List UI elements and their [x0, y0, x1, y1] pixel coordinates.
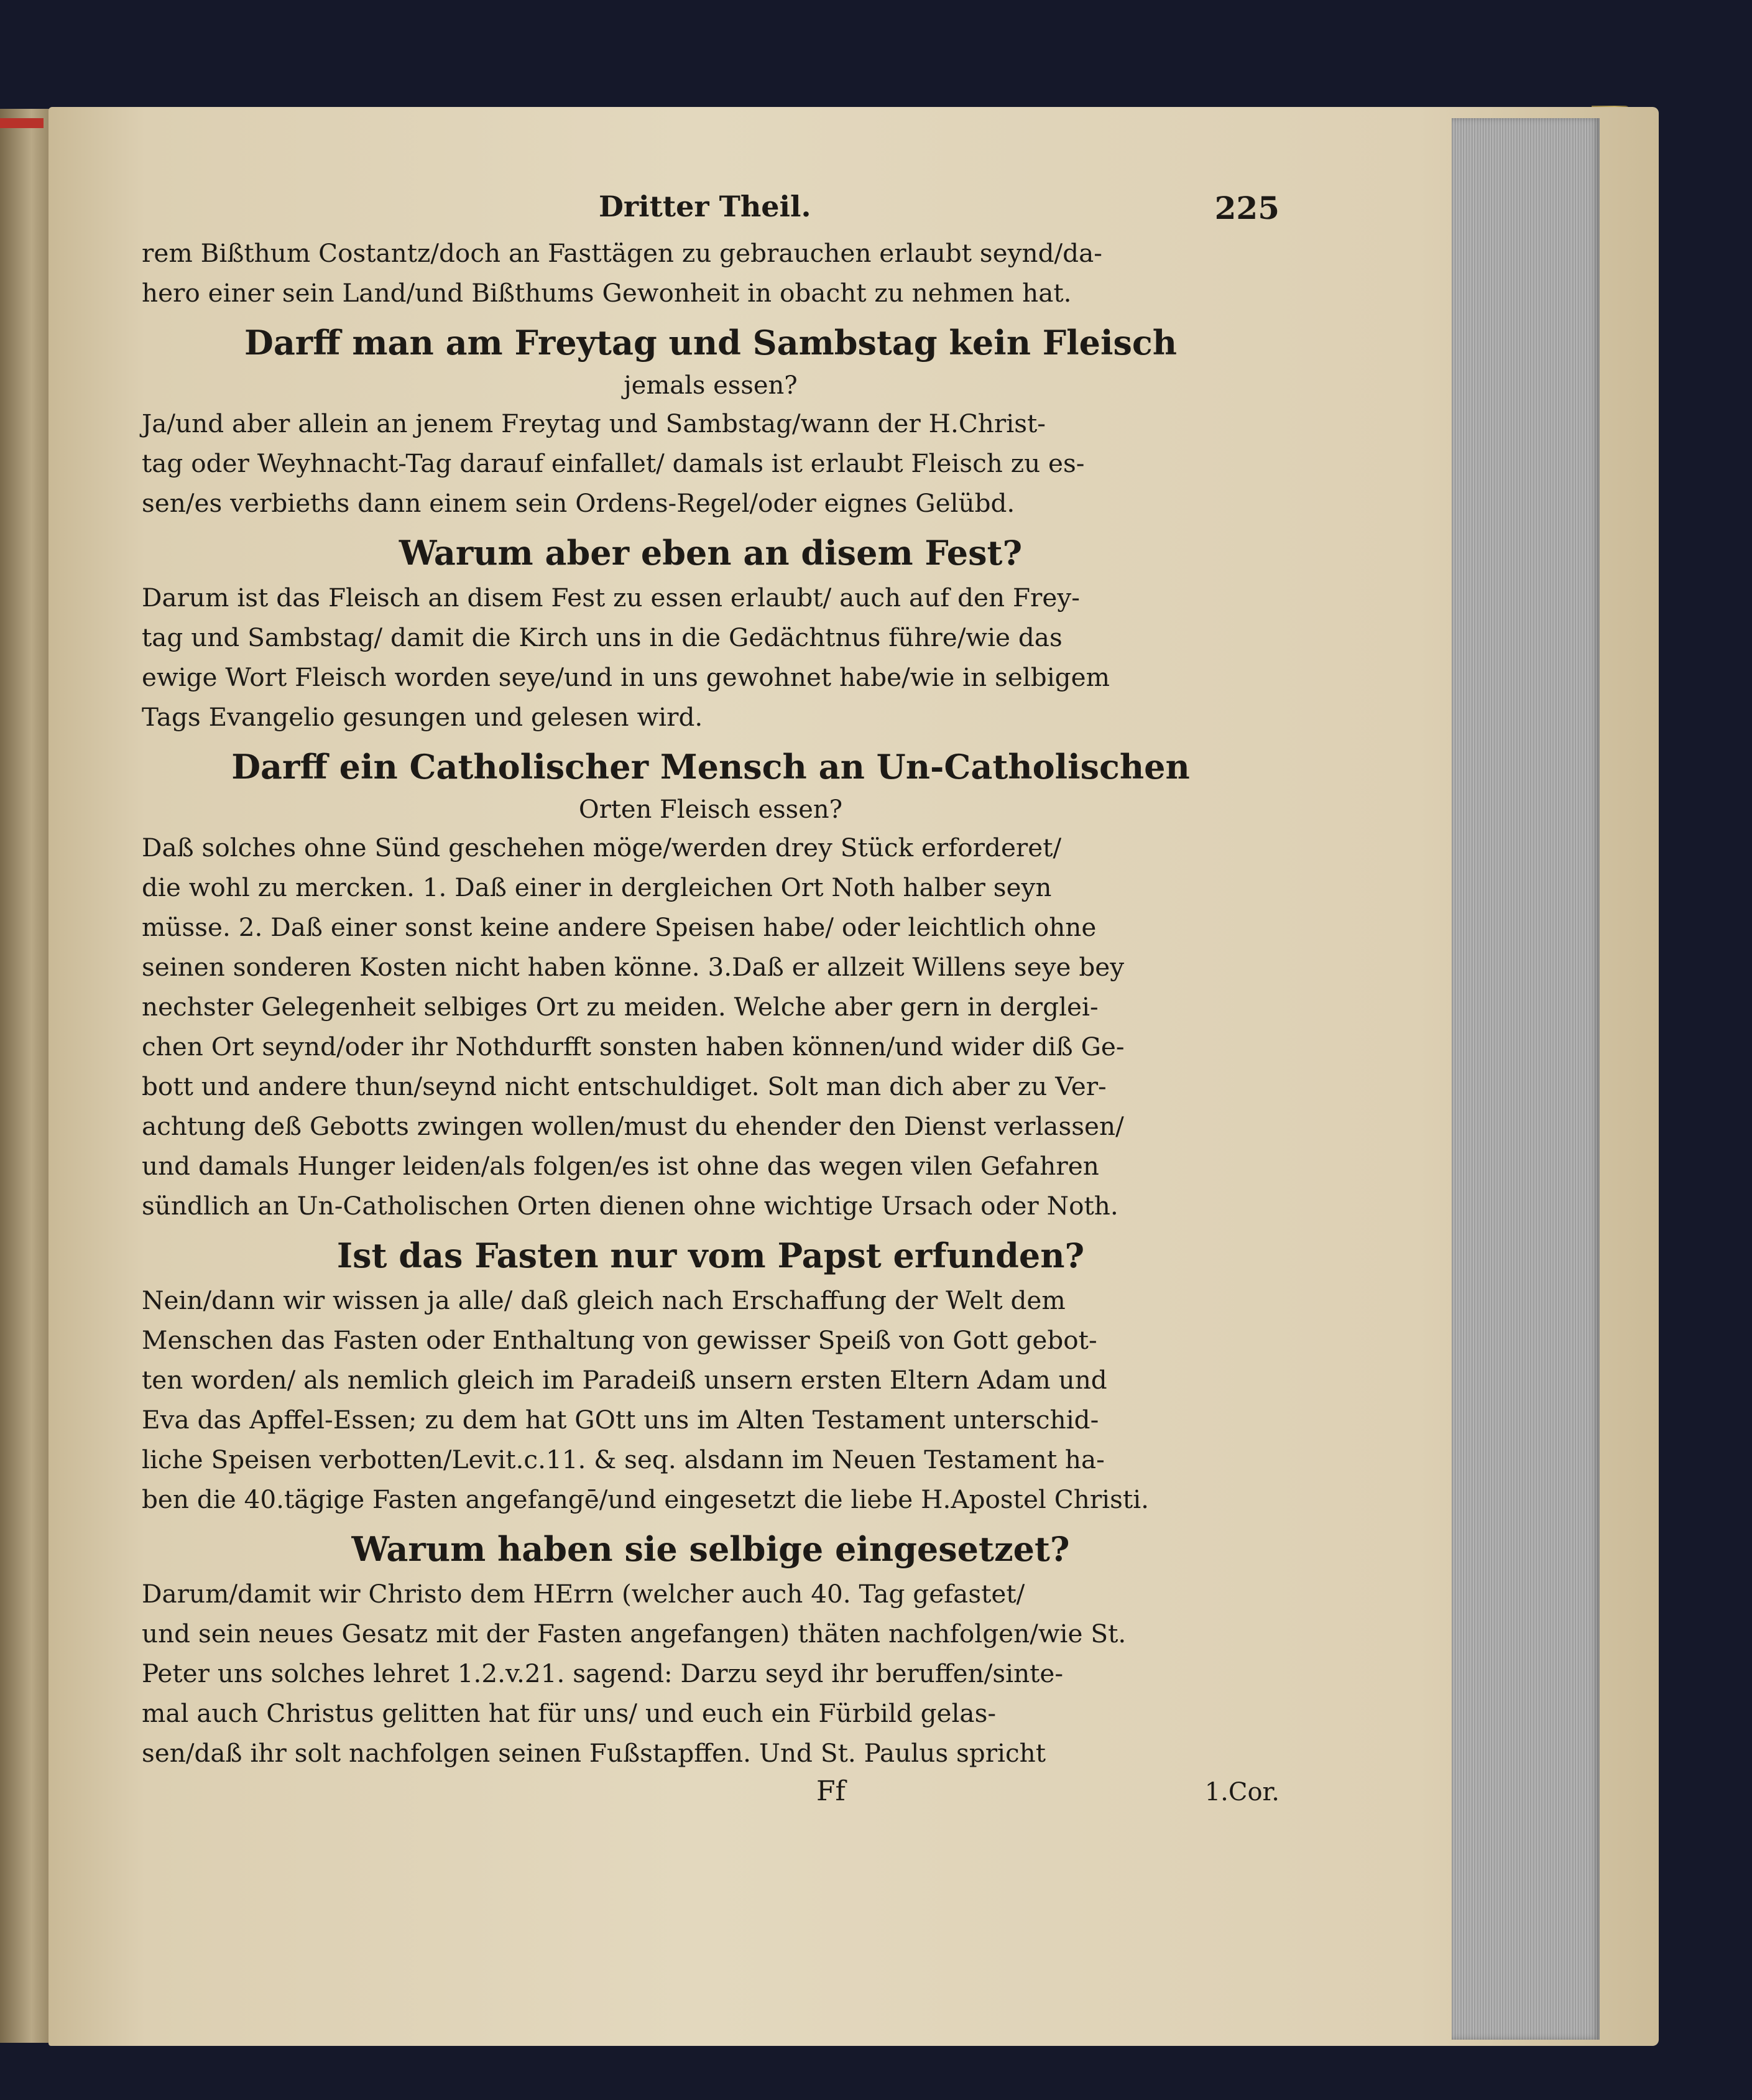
- text-line: Darum ist das Fleisch an disem Fest zu essen erlaubt/ auch auf den Frey-: [142, 583, 1080, 613]
- page-text: [142, 183, 1279, 1816]
- text-line: sen/daß ihr solt nachfolgen seinen Fußstapffen. Und St. Paulus spricht: [142, 1738, 1046, 1768]
- question-heading: Darff man am Freytag und Sambstag kein Fleisch: [244, 323, 1178, 363]
- catchword: 1.Cor.: [1204, 1778, 1279, 1806]
- text-line: die wohl zu mercken. 1. Daß einer in dergleichen Ort Noth halber seyn: [142, 872, 1052, 902]
- question-heading: Warum aber eben an disem Fest?: [399, 533, 1023, 573]
- question-heading-cont: jemals essen?: [624, 371, 798, 400]
- text-line: nechster Gelegenheit selbiges Ort zu meiden. Welche aber gern in derglei-: [142, 992, 1099, 1022]
- paragraph: [142, 578, 1279, 737]
- text-line: chen Ort seynd/oder ihr Nothdurfft sonsten haben können/und wider diß Ge-: [142, 1032, 1125, 1062]
- text-line: Darum/damit wir Christo dem HErrn (welcher auch 40. Tag gefastet/: [142, 1579, 1025, 1609]
- text-line: liche Speisen verbotten/Levit.c.11. & seq. alsdann im Neuen Testament ha-: [142, 1445, 1105, 1474]
- text-line: Eva das Apffel-Essen; zu dem hat GOtt uns im Alten Testament unterschid-: [142, 1405, 1099, 1435]
- question-heading: Darff ein Catholischer Mensch an Un-Catholischen: [231, 747, 1190, 787]
- page-footer: [142, 1773, 1279, 1816]
- text-line: ten worden/ als nemlich gleich im Paradeiß unsern ersten Eltern Adam und: [142, 1365, 1107, 1395]
- signature-mark: Ff: [816, 1775, 846, 1807]
- text-line: Tags Evangelio gesungen und gelesen wird.: [142, 702, 703, 732]
- bookmark-ribbon: [0, 118, 44, 128]
- text-line: achtung deß Gebotts zwingen wollen/must du ehender den Dienst verlassen/: [142, 1111, 1124, 1141]
- text-line: Peter uns solches lehret 1.2.v.21. sagend: Darzu seyd ihr beruffen/sinte-: [142, 1658, 1064, 1688]
- page-number: 225: [1214, 190, 1279, 226]
- text-line: mal auch Christus gelitten hat für uns/ und euch ein Fürbild gelas-: [142, 1698, 997, 1728]
- running-head: [142, 183, 1279, 233]
- text-line: Nein/dann wir wissen ja alle/ daß gleich nach Erschaffung der Welt dem: [142, 1285, 1066, 1315]
- text-line: tag oder Weyhnacht-Tag darauf einfallet/ damals ist erlaubt Fleisch zu es-: [142, 448, 1085, 478]
- text-line: seinen sonderen Kosten nicht haben könne. 3.Daß er allzeit Willens seye bey: [142, 952, 1125, 982]
- text-line: müsse. 2. Daß einer sonst keine andere Speisen habe/ oder leichtlich ohne: [142, 912, 1097, 942]
- text-line: ben die 40.tägige Fasten angefangē/und eingesetzt die liebe H.Apostel Christi.: [142, 1484, 1150, 1514]
- page-block-edges: [1452, 118, 1600, 2040]
- text-line: tag und Sambstag/ damit die Kirch uns in die Gedächtnus führe/wie das: [142, 622, 1063, 652]
- text-line: sen/es verbieths dann einem sein Ordens-Regel/oder eignes Gelübd.: [142, 488, 1015, 518]
- question-heading-cont: Orten Fleisch essen?: [578, 795, 843, 824]
- text-line: rem Bißthum Costantz/doch an Fasttägen zu gebrauchen erlaubt seynd/da-: [142, 238, 1102, 268]
- text-line: und damals Hunger leiden/als folgen/es ist ohne das wegen vilen Gefahren: [142, 1151, 1099, 1181]
- paragraph: [142, 1574, 1279, 1773]
- text-line: hero einer sein Land/und Bißthums Gewonheit in obacht zu nehmen hat.: [142, 278, 1072, 308]
- text-line: Ja/und aber allein an jenem Freytag und Sambstag/wann der H.Christ-: [142, 409, 1046, 438]
- text-line: Daß solches ohne Sünd geschehen möge/werden drey Stück erforderet/: [142, 833, 1062, 863]
- question-heading: Ist das Fasten nur vom Papst erfunden?: [336, 1236, 1085, 1275]
- question-heading: Warum haben sie selbige eingesetzet?: [351, 1529, 1070, 1569]
- text-line: sündlich an Un-Catholischen Orten dienen ohne wichtige Ursach oder Noth.: [142, 1191, 1118, 1221]
- text-line: ewige Wort Fleisch worden seye/und in uns gewohnet habe/wie in selbigem: [142, 662, 1110, 692]
- text-line: bott und andere thun/seynd nicht entschuldiget. Solt man dich aber zu Ver-: [142, 1071, 1107, 1101]
- paragraph: [142, 1280, 1279, 1519]
- paragraph: [142, 233, 1279, 313]
- paragraph: [142, 828, 1279, 1226]
- text-line: und sein neues Gesatz mit der Fasten angefangen) thäten nachfolgen/wie St.: [142, 1619, 1127, 1649]
- running-head-title: Dritter Theil.: [599, 190, 811, 223]
- text-line: Menschen das Fasten oder Enthaltung von gewisser Speiß von Gott gebot-: [142, 1325, 1097, 1355]
- paragraph: [142, 404, 1279, 523]
